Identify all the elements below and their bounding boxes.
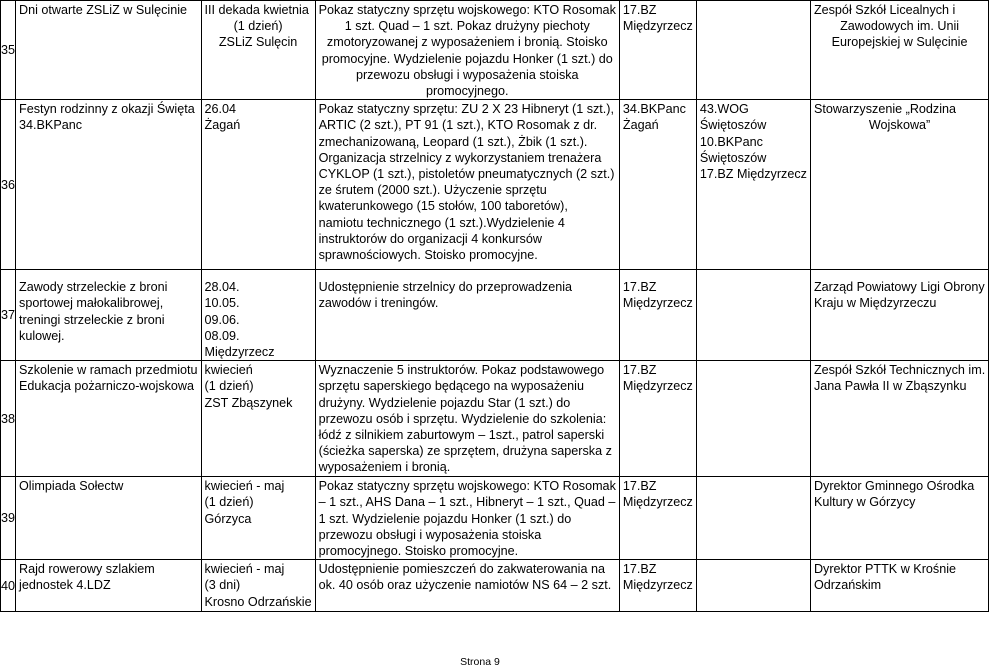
scope-cell [315, 1, 619, 100]
scope-line: Udostępnienie pomieszczeń do zakwaterowania na [318, 562, 605, 577]
support-line: 17.BZ Międzyrzecz [699, 167, 807, 182]
date-line: (1 dzień) [204, 495, 254, 510]
scope-line: zawodów i treningów. [318, 296, 439, 311]
table-row [1, 361, 989, 477]
unit-cell [619, 1, 696, 100]
partner-line: Zawodowych im. Unii [840, 19, 960, 34]
unit-cell [619, 100, 696, 270]
partner-line: Kultury w Górzycy [813, 495, 916, 510]
scope-line: promocyjne. Wydzielenie pojazdu Honker (1 szt.) do [321, 51, 613, 66]
scope-cell [315, 270, 619, 361]
event-cell [16, 100, 202, 270]
scope-line: drużyny. Wydzielenie pojazdu Star (1 szt.) do [318, 395, 571, 410]
event-line: sportowej małokalibrowej, [19, 296, 164, 311]
scope-line: CYKLOP (1 szt.), pistoletów pneumatycznych (2 szt.) [318, 167, 615, 182]
date-line: Międzyrzecz [204, 345, 275, 360]
event-line: Szkolenie w ramach przedmiotu [19, 363, 198, 378]
partner-line: Zarząd Powiatowy Ligi Obrony [813, 280, 985, 295]
event-line: kulowej. [19, 328, 65, 343]
unit-cell [619, 270, 696, 361]
date-line: (1 dzień) [204, 379, 254, 394]
event-line: Olimpiada Sołectw [19, 479, 124, 494]
scope-line: kwaterunkowego (15 stołów, 100 taboretów), [318, 199, 568, 214]
support-cell [696, 270, 810, 361]
scope-line: 1 szt. Wydzielenie pojazdu Honker (1 szt.) do [318, 511, 572, 526]
date-line: (1 dzień) [233, 19, 283, 34]
support-line: Świętoszów [699, 150, 767, 165]
scope-line: przewozu obsługi i wyposażenia stoiska [318, 527, 542, 542]
scope-line: Pokaz statyczny sprzętu wojskowego: KTO Rosomak [318, 3, 616, 17]
unit-cell [619, 477, 696, 560]
event-line: jednostek 4.LDZ [19, 578, 111, 593]
date-line: Krosno Odrzańskie [204, 594, 312, 609]
date-cell [201, 100, 315, 270]
row-number: 37 [1, 270, 16, 361]
partner-cell [810, 270, 988, 361]
support-cell [696, 100, 810, 270]
partner-cell [810, 477, 988, 560]
table-row [1, 1, 989, 100]
support-line: 43.WOG [699, 102, 749, 117]
support-cell [696, 361, 810, 477]
page-footer: Strona 9 [460, 656, 500, 668]
date-line: (3 dni) [204, 578, 241, 593]
scope-line: Udostępnienie strzelnicy do przeprowadzenia [318, 280, 573, 295]
partner-line: Dyrektor Gminnego Ośrodka [813, 479, 975, 494]
event-cell [16, 270, 202, 361]
table-row [1, 477, 989, 560]
event-line: Edukacja pożarniczo-wojskowa [19, 379, 195, 394]
event-cell [16, 1, 202, 100]
unit-line: 34.BKPanc [622, 102, 686, 117]
scope-line: promocyjnego. Stoisko promocyjne. [318, 544, 519, 559]
row-number: 36 [1, 100, 16, 270]
scope-line: 1 szt. Quad – 1 szt. Pokaz drużyny piechoty [344, 19, 590, 34]
event-cell [16, 477, 202, 560]
scope-line: (ścieżka saperska) ze sprzętem, drużyna saperska z [318, 444, 612, 459]
scope-line: ze śrutem (2000 szt.). Użyczenie sprzętu [318, 183, 547, 198]
date-line: Żagań [204, 118, 241, 133]
unit-line: 17.BZ [622, 562, 657, 577]
scope-line: sprawnościowych. Stoisko promocyjne. [318, 248, 538, 263]
row-number: 39 [1, 477, 16, 560]
date-line: 26.04 [204, 102, 237, 117]
event-line: Dni otwarte ZSLiZ w Sulęcinie [19, 3, 187, 17]
table-row [1, 560, 989, 612]
scope-line: ok. 40 osób oraz użyczenie namiotów NS 64 – 2 szt. [318, 578, 612, 593]
support-cell [696, 477, 810, 560]
unit-line: 17.BZ [622, 280, 657, 295]
scope-line: zmechanizowaną, Leopard (1 szt.), Żbik (1 szt.). [318, 134, 588, 149]
event-line: Rajd rowerowy szlakiem [19, 562, 155, 577]
partner-line: Kraju w Międzyrzeczu [813, 296, 937, 311]
partner-line: Europejskiej w Sulęcinie [831, 35, 968, 50]
support-line: 10.BKPanc [699, 134, 763, 149]
unit-line: 17.BZ [622, 3, 657, 17]
support-line: Świętoszów [699, 118, 767, 133]
scope-line: wyposażeniem i bronią. [318, 460, 451, 475]
date-cell [201, 560, 315, 612]
partner-cell [810, 361, 988, 477]
date-line: 10.05. [204, 296, 240, 311]
date-line: ZSLiZ Sulęcin [218, 35, 298, 50]
event-line: treningi strzeleckie z broni [19, 312, 165, 327]
support-cell [696, 1, 810, 100]
event-line: 34.BKPanc [19, 118, 83, 133]
unit-line: Międzyrzecz [622, 296, 693, 311]
partner-cell [810, 1, 988, 100]
date-line: kwiecień [204, 363, 253, 378]
unit-line: Międzyrzecz [622, 495, 693, 510]
partner-line: Jana Pawła II w Zbąszynku [813, 379, 967, 394]
unit-line: Międzyrzecz [622, 578, 693, 593]
date-cell [201, 270, 315, 361]
date-line: 09.06. [204, 312, 240, 327]
date-cell [201, 361, 315, 477]
partner-line: Wojskowa” [868, 118, 931, 133]
scope-line: sprzętu saperskiego będącego na wyposażeniu [318, 379, 584, 394]
partner-line: Zespół Szkół Licealnych i [813, 3, 956, 17]
row-number: 35 [1, 1, 16, 100]
scope-line: Pokaz statyczny sprzętu: ZU 2 X 23 Hibneryt (1 szt.), [318, 102, 614, 117]
scope-line: zmotoryzowanej z wyposażeniem i bronią. Stoisko [326, 35, 608, 50]
scope-line: namiotu technicznego (1 szt.).Wydzielenie 4 [318, 215, 565, 230]
unit-line: Międzyrzecz [622, 379, 693, 394]
scope-line: przewozu osób i sprzętu. Wydzielenie do szkolenia: [318, 411, 607, 426]
partner-cell [810, 560, 988, 612]
scope-line: przewozu obsługi i wyposażenia stoiska [355, 67, 579, 82]
partner-line: Stowarzyszenie „Rodzina [813, 102, 957, 117]
partner-cell [810, 100, 988, 270]
date-line: kwiecień - maj [204, 562, 285, 577]
event-line: Festyn rodzinny z okazji Święta [19, 102, 195, 117]
date-line: Górzyca [204, 511, 252, 526]
scope-line: Organizacja strzelnicy z wykorzystaniem trenażera [318, 150, 602, 165]
unit-line: Międzyrzecz [622, 19, 693, 34]
unit-line: Żagań [622, 118, 659, 133]
unit-line: 17.BZ [622, 479, 657, 494]
date-cell [201, 477, 315, 560]
unit-line: 17.BZ [622, 363, 657, 378]
table-row [1, 100, 989, 270]
partner-line: Zespół Szkół Technicznych im. [813, 363, 986, 378]
scope-line: Pokaz statyczny sprzętu wojskowego: KTO Rosomak [318, 479, 616, 494]
partner-line: Odrzańskim [813, 578, 882, 593]
date-line: 28.04. [204, 280, 240, 295]
scope-cell [315, 361, 619, 477]
unit-cell [619, 361, 696, 477]
date-line: 08.09. [204, 328, 240, 343]
table-row [1, 270, 989, 361]
support-cell [696, 560, 810, 612]
row-number: 40 [1, 560, 16, 612]
scope-line: promocyjnego. [425, 84, 509, 99]
scope-line: ARTIC (2 szt.), PT 91 (1 szt.), KTO Rosomak z dr. [318, 118, 598, 133]
scope-line: instruktorów do organizacji 4 konkursów [318, 231, 542, 246]
date-line: III dekada kwietnia [204, 3, 309, 17]
scope-line: – 1 szt., AHS Dana – 1 szt., Hibneryt – 1 szt., Quad – [318, 495, 616, 510]
partner-line: Dyrektor PTTK w Krośnie [813, 562, 956, 577]
scope-line: Wyznaczenie 5 instruktorów. Pokaz podstawowego [318, 363, 605, 378]
event-cell [16, 560, 202, 612]
unit-cell [619, 560, 696, 612]
event-line: Zawody strzeleckie z broni [19, 280, 168, 295]
scope-line: łódź z silnikiem zaburtowym – 1szt., patrol saperski [318, 428, 605, 443]
scope-cell [315, 477, 619, 560]
scope-cell [315, 560, 619, 612]
date-line: ZST Zbąszynek [204, 395, 293, 410]
date-cell [201, 1, 315, 100]
event-cell [16, 361, 202, 477]
scope-cell [315, 100, 619, 270]
date-line: kwiecień - maj [204, 479, 285, 494]
row-number: 38 [1, 361, 16, 477]
